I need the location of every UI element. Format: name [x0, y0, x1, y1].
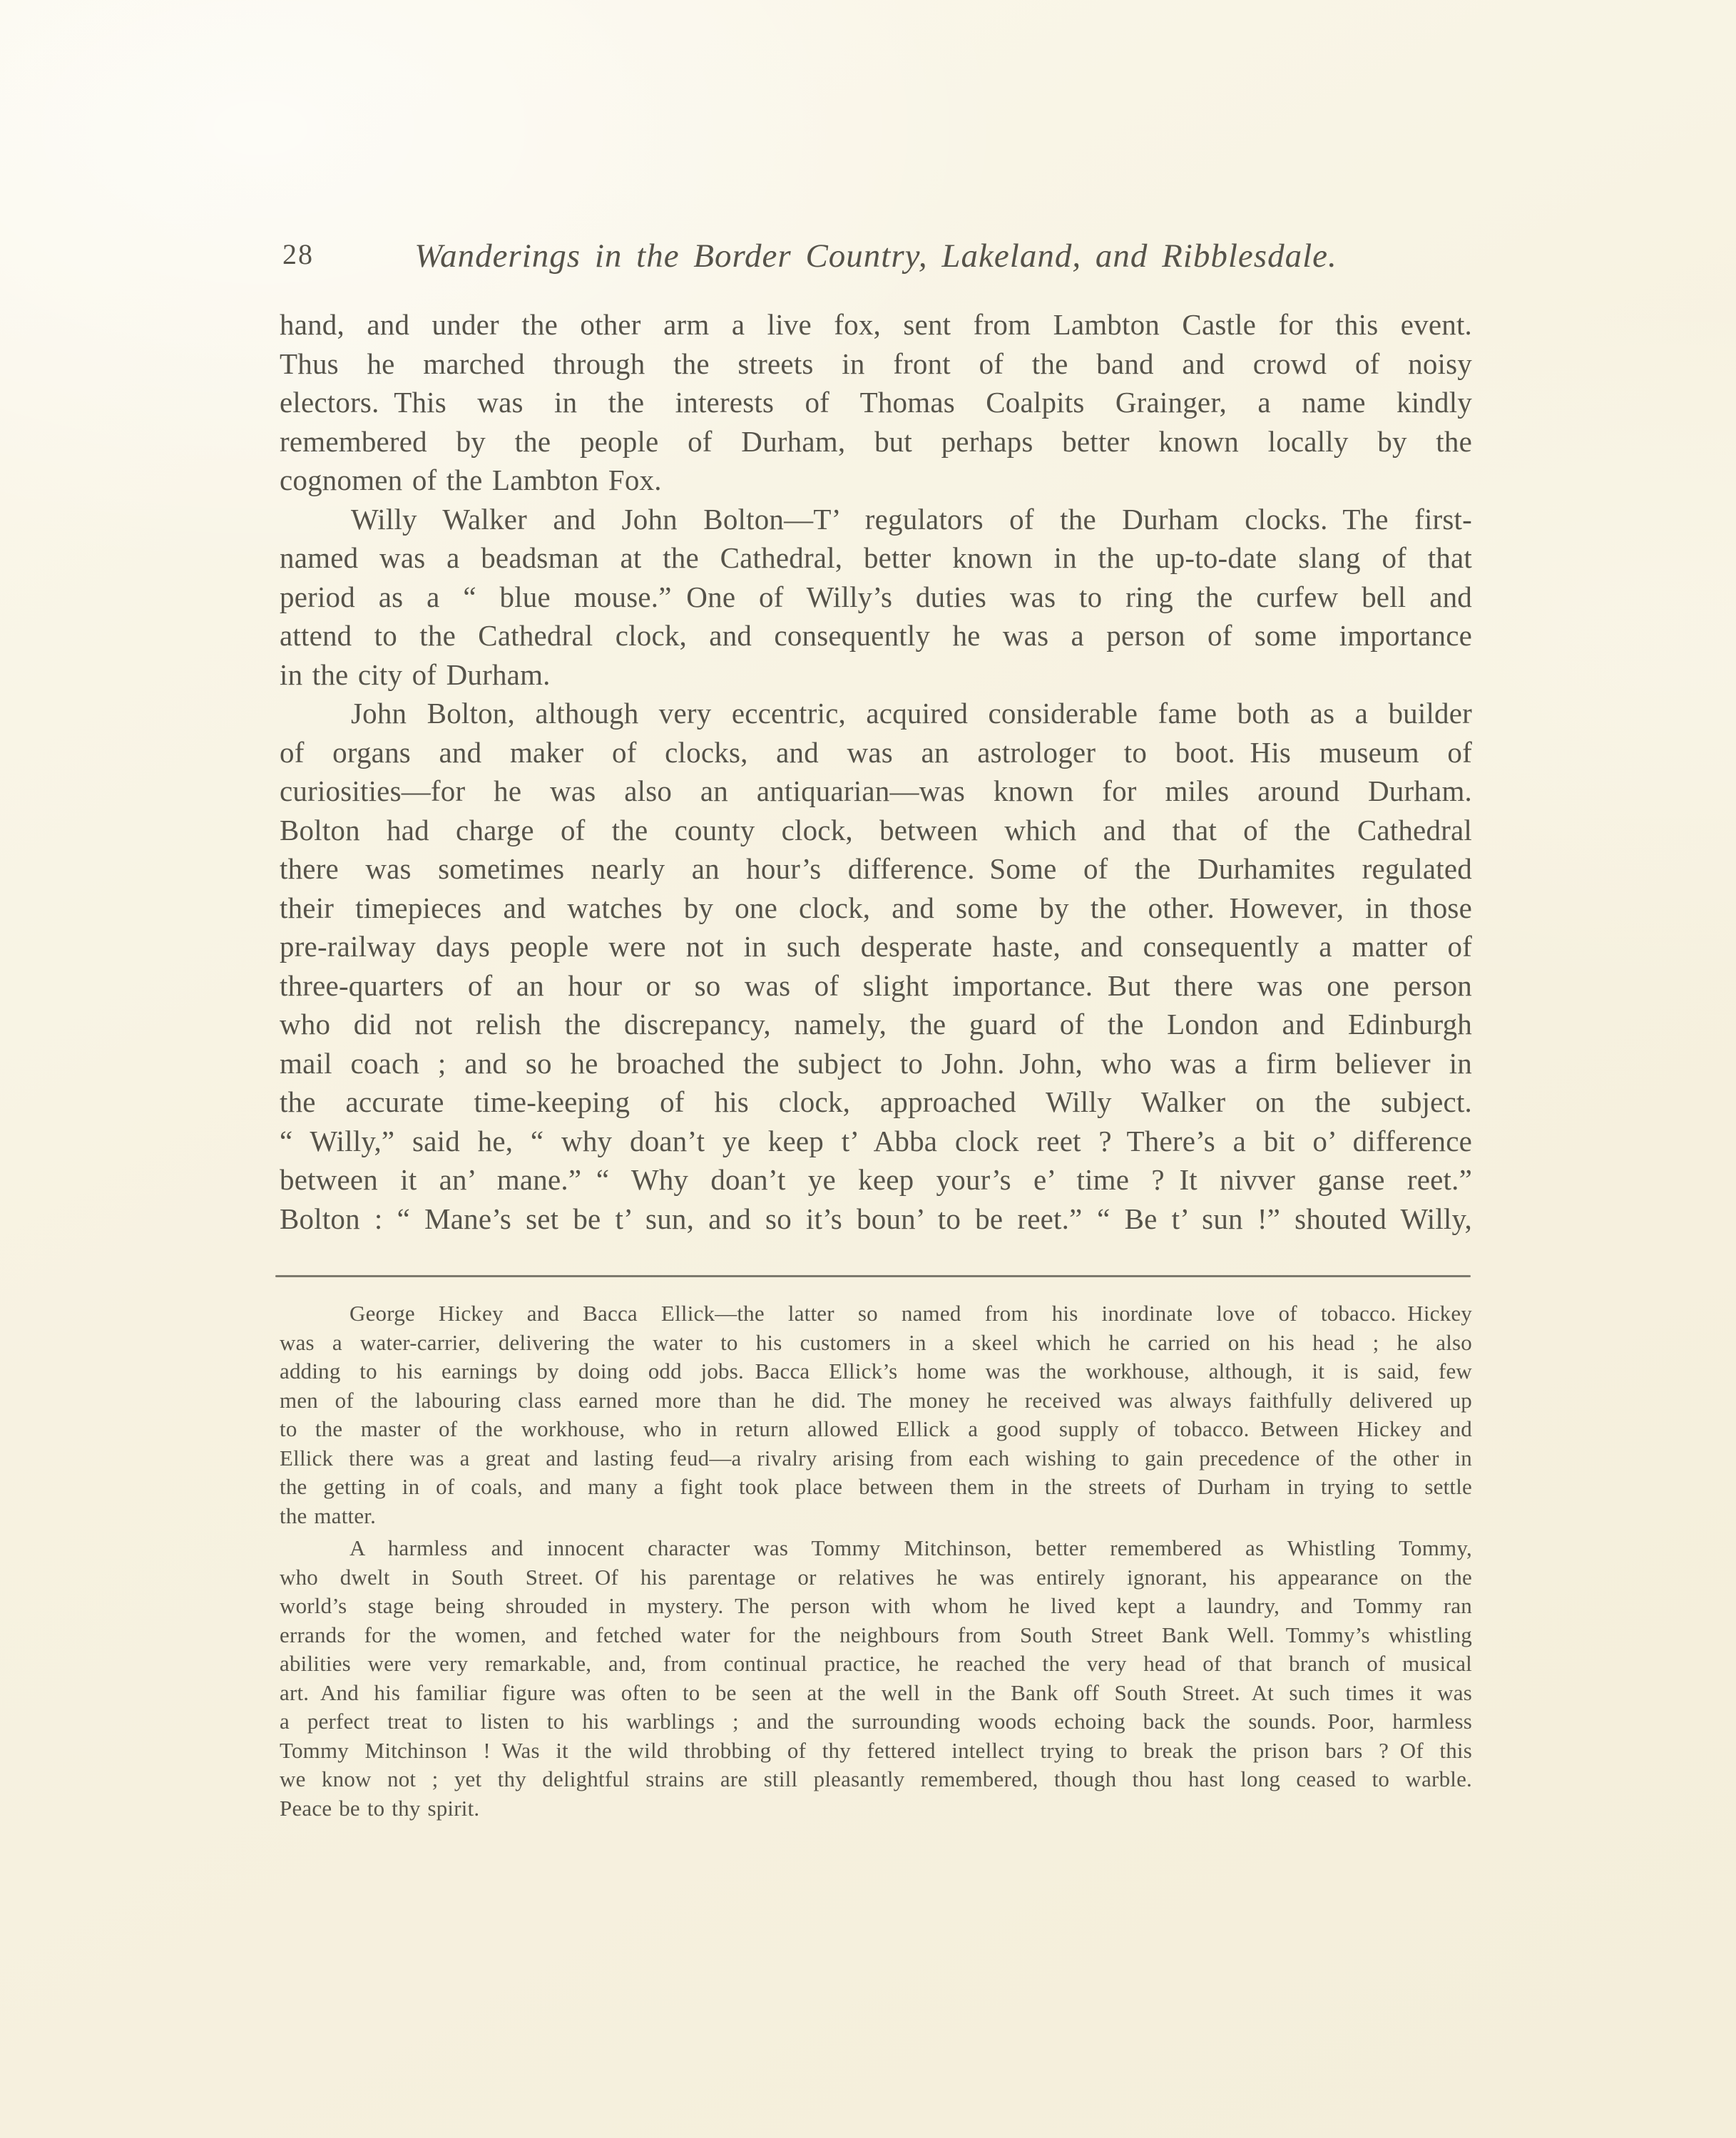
footnote-text [280, 1299, 1472, 1823]
text-line: Bolton : “ Mane’s set be t’ sun, and so it’s boun’ to be reet.” “ Be t’ sun !” shouted Willy, [280, 1202, 1472, 1235]
text-line: Willy Walker and John Bolton—T’ regulators of the Durham clocks. The first- [351, 502, 1472, 536]
text-line: in the city of Durham. [280, 658, 551, 691]
text-line: mail coach ; and so he broached the subject to John. John, who was a firm believer in [280, 1046, 1472, 1080]
text-line: attend to the Cathedral clock, and consequently he was a person of some importance [280, 619, 1472, 652]
text-line: their timepieces and watches by one clock, and some by the other. However, in those [280, 891, 1472, 924]
text-line: remembered by the people of Durham, but perhaps better known locally by the [280, 424, 1472, 458]
text-line: Bolton had charge of the county clock, between which and that of the Cathedral [280, 813, 1472, 846]
text-line: John Bolton, although very eccentric, acquired considerable fame both as a builder [351, 697, 1472, 730]
text-line: three-quarters of an hour or so was of slight importance. But there was one person [280, 968, 1472, 1002]
text-line: Tommy Mitchinson ! Was it the wild throbbing of thy fettered intellect trying to break the prison bars ? Of this [280, 1737, 1472, 1763]
text-line: the getting in of coals, and many a fight took place between them in the streets of Durham in trying to settle [280, 1474, 1472, 1499]
text-line: there was sometimes nearly an hour’s difference. Some of the Durhamites regulated [280, 852, 1472, 885]
text-line: abilities were very remarkable, and, from continual practice, he reached the very head of that branch of musical [280, 1651, 1472, 1676]
text-line: named was a beadsman at the Cathedral, better known in the up-to-date slang of that [280, 541, 1472, 574]
text-line: a perfect treat to listen to his warblings ; and the surrounding woods echoing back the sounds. Poor, harmless [280, 1709, 1472, 1734]
text-line: George Hickey and Bacca Ellick—the latter so named from his inordinate love of tobacco. Hickey [349, 1301, 1472, 1326]
text-line: art. And his familiar figure was often to be seen at the well in the Bank off South Street. At such times it was [280, 1679, 1472, 1705]
text-line: between it an’ mane.” “ Why doan’t ye keep your’s e’ time ? It nivver ganse reet.” [280, 1163, 1472, 1196]
running-title: Wanderings in the Border Country, Lakeland, and Ribblesdale. [414, 237, 1337, 275]
text-line: A harmless and innocent character was Tommy Mitchinson, better remembered as Whistling Tommy, [349, 1535, 1472, 1560]
running-head [280, 225, 1472, 277]
text-line: period as a “ blue mouse.” One of Willy’s duties was to ring the curfew bell and [280, 580, 1472, 613]
body-text [280, 305, 1472, 1238]
text-line: was a water-carrier, delivering the water to his customers in a skeel which he carried on his head ; he also [280, 1329, 1472, 1355]
text-line: the accurate time-keeping of his clock, approached Willy Walker on the subject. [280, 1085, 1472, 1118]
text-line: Ellick there was a great and lasting feud—a rivalry arising from each wishing to gain precedence of the other in [280, 1445, 1472, 1470]
text-line: pre-railway days people were not in such desperate haste, and consequently a matter of [280, 930, 1472, 963]
text-line: adding to his earnings by doing odd jobs. Bacca Ellick’s home was the workhouse, although, it is said, few [280, 1359, 1472, 1383]
text-line: electors. This was in the interests of Thomas Coalpits Grainger, a name kindly [280, 386, 1472, 419]
text-line: of organs and maker of clocks, and was an astrologer to boot. His museum of [280, 735, 1472, 769]
text-line: Thus he marched through the streets in front of the band and crowd of noisy [280, 347, 1472, 380]
text-line: curiosities—for he was also an antiquarian—was known for miles around Durham. [280, 774, 1472, 807]
text-line: who dwelt in South Street. Of his parentage or relatives he was entirely ignorant, his appearance on the [280, 1564, 1472, 1590]
footnote-rule [275, 1275, 1471, 1277]
text-line: to the master of the workhouse, who in return allowed Ellick a good supply of tobacco. Between Hickey and [280, 1416, 1472, 1441]
text-line: cognomen of the Lambton Fox. [280, 464, 662, 496]
text-line: Peace be to thy spirit. [280, 1795, 480, 1821]
text-line: world’s stage being shrouded in mystery. The person with whom he lived kept a laundry, and Tommy ran [280, 1593, 1472, 1618]
text-line: errands for the women, and fetched water for the neighbours from South Street Bank Well. Tommy’s whistling [280, 1622, 1472, 1647]
text-line: who did not relish the discrepancy, namely, the guard of the London and Edinburgh [280, 1008, 1472, 1040]
page-number: 28 [282, 238, 314, 270]
text-line: men of the labouring class earned more than he did. The money he received was always faithfully delivered up [280, 1387, 1472, 1413]
text-line: the matter. [280, 1503, 377, 1528]
text-line: hand, and under the other arm a live fox, sent from Lambton Castle for this event. [280, 308, 1472, 341]
text-line: “ Willy,” said he, “ why doan’t ye keep t’ Abba clock reet ? There’s a bit o’ difference [280, 1124, 1472, 1157]
text-line: we know not ; yet thy delightful strains are still pleasantly remembered, though thou hast long ceased to warble. [280, 1766, 1472, 1791]
